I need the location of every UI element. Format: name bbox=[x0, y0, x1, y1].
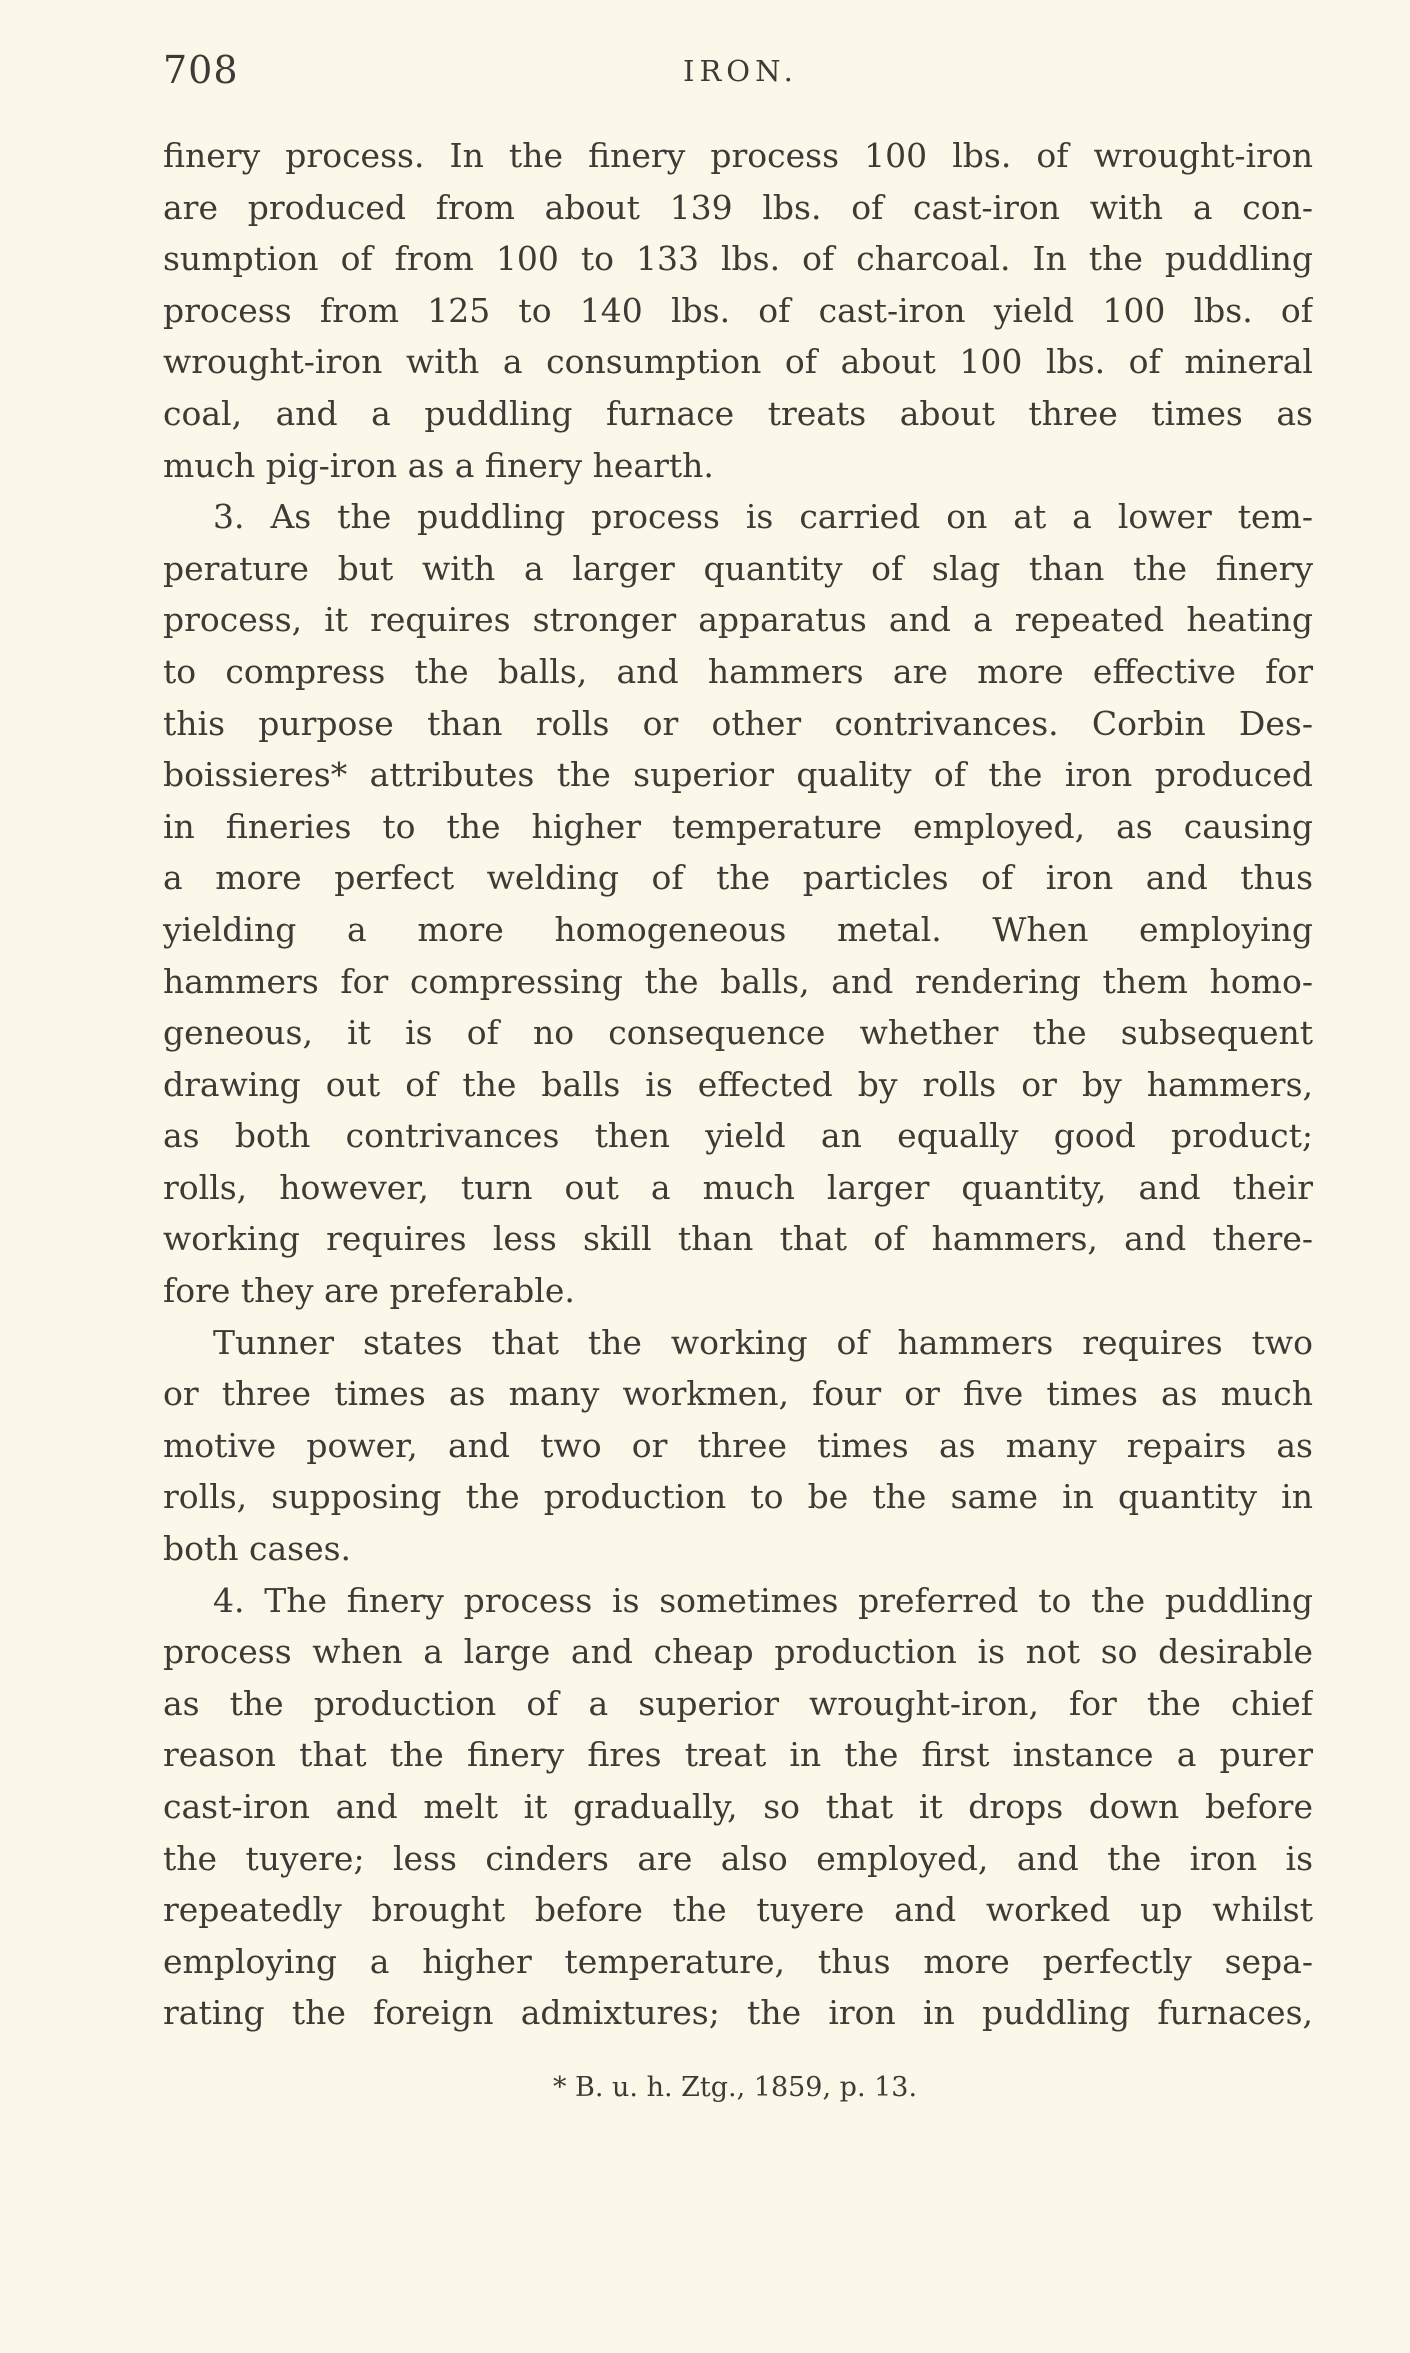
text-line: motive power, and two or three times as many repairs as bbox=[163, 1425, 1313, 1465]
page-header bbox=[163, 48, 1313, 98]
text-line: sumption of from 100 to 133 lbs. of charcoal. In the puddling bbox=[163, 239, 1313, 279]
text-line: a more perfect welding of the particles of iron and thus bbox=[163, 858, 1313, 898]
text-line: to compress the balls, and hammers are more effective for bbox=[163, 651, 1313, 691]
text-line: working requires less skill than that of hammers, and there- bbox=[163, 1219, 1313, 1259]
text-line: this purpose than rolls or other contrivances. Corbin Des- bbox=[163, 703, 1313, 743]
text-line: rolls, supposing the production to be the same in quantity in bbox=[163, 1477, 1313, 1517]
text-line: 4. The finery process is sometimes preferred to the puddling bbox=[213, 1580, 1313, 1620]
running-title: IRON. bbox=[683, 54, 798, 88]
text-line: rating the foreign admixtures; the iron in puddling furnaces, bbox=[163, 1993, 1313, 2033]
text-line: reason that the finery fires treat in the first instance a purer bbox=[163, 1735, 1313, 1775]
text-line: Tunner states that the working of hammers requires two bbox=[213, 1322, 1313, 1362]
text-line: finery process. In the finery process 100 lbs. of wrought-iron bbox=[163, 136, 1313, 175]
text-line: process when a large and cheap production is not so desirable bbox=[163, 1632, 1313, 1672]
text-line: the tuyere; less cinders are also employed, and the iron is bbox=[163, 1838, 1313, 1878]
text-line: coal, and a puddling furnace treats about three times as bbox=[163, 393, 1313, 433]
text-line: employing a higher temperature, thus more perfectly sepa- bbox=[163, 1941, 1313, 1981]
text-line: as the production of a superior wrought-iron, for the chief bbox=[163, 1683, 1313, 1723]
text-line: yielding a more homogeneous metal. When employing bbox=[163, 909, 1313, 949]
text-line: or three times as many workmen, four or five times as much bbox=[163, 1374, 1313, 1414]
text-line: boissieres* attributes the superior quality of the iron produced bbox=[163, 755, 1313, 795]
text-line: geneous, it is of no consequence whether the subsequent bbox=[163, 1013, 1313, 1053]
text-line: wrought-iron with a consumption of about 100 lbs. of mineral bbox=[163, 342, 1313, 382]
body-text bbox=[163, 130, 1313, 2039]
text-line: in fineries to the higher temperature employed, as causing bbox=[163, 806, 1313, 846]
text-line: fore they are preferable. bbox=[163, 1271, 575, 1311]
text-line: are produced from about 139 lbs. of cast-iron with a con- bbox=[163, 187, 1313, 227]
footnote: * B. u. h. Ztg., 1859, p. 13. bbox=[552, 2072, 918, 2103]
text-line: cast-iron and melt it gradually, so that it drops down before bbox=[163, 1787, 1313, 1826]
text-line: process from 125 to 140 lbs. of cast-iron yield 100 lbs. of bbox=[163, 290, 1313, 330]
text-line: as both contrivances then yield an equally good product; bbox=[163, 1116, 1313, 1156]
text-line: 3. As the puddling process is carried on at a lower tem- bbox=[213, 497, 1313, 537]
text-line: process, it requires stronger apparatus and a repeated heating bbox=[163, 600, 1313, 640]
text-line: drawing out of the balls is effected by rolls or by hammers, bbox=[163, 1064, 1313, 1104]
text-line: rolls, however, turn out a much larger quantity, and their bbox=[163, 1167, 1313, 1207]
text-line: much pig-iron as a finery hearth. bbox=[163, 445, 714, 485]
text-line: repeatedly brought before the tuyere and worked up whilst bbox=[163, 1890, 1313, 1930]
text-line: both cases. bbox=[163, 1529, 352, 1569]
text-line: hammers for compressing the balls, and rendering them homo- bbox=[163, 961, 1313, 1001]
text-line: perature but with a larger quantity of slag than the finery bbox=[163, 548, 1313, 588]
page-number: 708 bbox=[163, 48, 239, 92]
